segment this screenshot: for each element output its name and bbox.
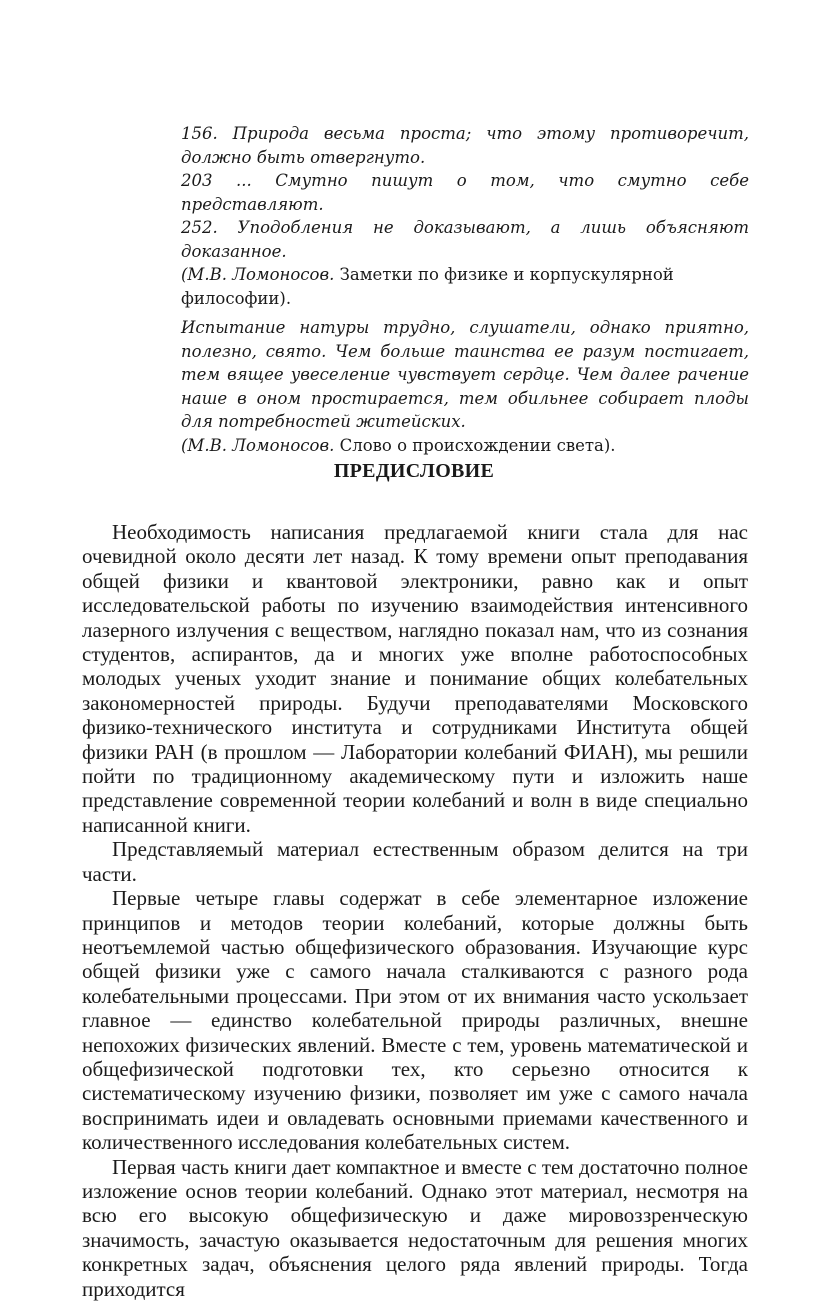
epigraph-block (181, 122, 749, 457)
paragraph: Первая часть книги дает компактное и вместе с тем достаточно полное изложение основ теории колебаний. Однако этот материал, несмотря на всю его высокую общефизическую и даже мировоззренческую значимость, зачастую оказывается недостаточным для решения многих конкретных задач, объяснения целого ряда явлений природы. Тогда приходится (82, 1154, 748, 1301)
attribution-author: (М.В. Ломоносов. (181, 265, 335, 284)
section-heading: ПРЕДИСЛОВИЕ (333, 460, 495, 482)
epigraph-attribution-1 (181, 263, 749, 310)
body-text (82, 520, 748, 1301)
attribution-source: Слово о происхождении света). (334, 435, 616, 455)
epigraph-203: 203 ... Смутно пишут о том, что смутно себе представляют. (181, 171, 749, 214)
paragraph: Представляемый материал естественным образом делится на три части. (82, 837, 748, 886)
attribution-author: (М.В. Ломоносов. (181, 435, 335, 455)
epigraph-attribution-2 (181, 434, 749, 458)
attribution-source: Заметки по физике и корпускулярной философии). (181, 265, 674, 308)
epigraph-quote: Испытание натуры трудно, слушатели, однако приятно, полезно, свято. Чем больше таинства ее разум постигает, тем вящее увеселение чувствует сердце. Чем далее рачение наше в оном простирается, тем обильнее собирает плоды для потребностей житейских. (181, 318, 749, 431)
epigraph-156: 156. Природа весьма проста; что этому противоречит, должно быть отвергнуто. (181, 124, 749, 167)
paragraph: Необходимость написания предлагаемой книги стала для нас очевидной около десяти лет назад. К тому времени опыт преподавания общей физики и квантовой электроники, равно как и опыт исследовательской работы по изучению взаимодействия интенсивного лазерного излучения с веществом, наглядно показал нам, что из сознания студентов, аспирантов, да и многих уже вполне работоспособных молодых ученых уходит знание и понимание общих колебательных закономерностей природы. Будучи преподавателями Московского физико-технического института и сотрудниками Института общей физики РАН (в прошлом — Лаборатории колебаний ФИАН), мы решили пойти по традиционному академическому пути и изложить наше представление современной теории колебаний и волн в виде специально написанной книги. (82, 520, 748, 837)
epigraph-252: 252. Уподобления не доказывают, а лишь объясняют доказанное. (181, 218, 749, 261)
paragraph: Первые четыре главы содержат в себе элементарное изложение принципов и методов теории колебаний, которые должны быть неотъемлемой частью общефизического образования. Изучающие курс общей физики уже с самого начала сталкиваются с разного рода колебательными процессами. При этом от их внимания часто ускользает главное — единство колебательной природы различных, внешне непохожих физических явлений. Вместе с тем, уровень математической и общефизической подготовки тех, кто серьезно относится к систематическому изучению физики, позволяет им уже с самого начала воспринимать идеи и овладевать основными приемами качественного и количественного исследования колебательных систем. (82, 886, 748, 1155)
